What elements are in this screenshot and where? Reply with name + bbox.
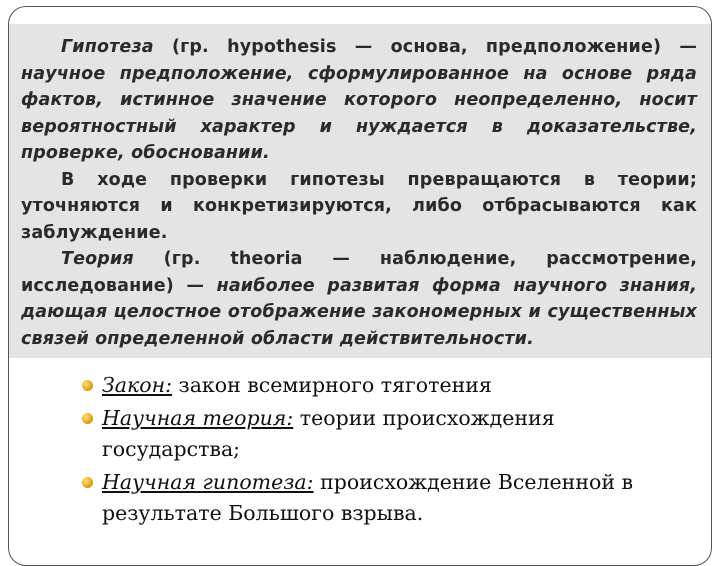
theory-term: Теория bbox=[61, 249, 134, 269]
theory-gloss: (гр. theoria — наблюдение, рассмотрение, исследование) — bbox=[21, 249, 697, 296]
hypothesis-description: научное предположение, сформулированное на основе ряда фактов, истинное значение которого неопределенно, носит вероятностный характер и нуждается в доказательстве, проверке, обосновании. bbox=[21, 63, 697, 163]
bullet-icon bbox=[82, 477, 93, 488]
bullet-icon bbox=[82, 413, 93, 424]
list-item-label: Научная теория: bbox=[102, 406, 294, 430]
list-item-text: происхождение Вселенной в результате Большого взрыва. bbox=[102, 470, 634, 525]
list-item-label: Закон: bbox=[102, 373, 172, 397]
hypothesis-gloss: (гр. hypothesis — основа, предположение) — bbox=[153, 37, 697, 57]
examples-list bbox=[82, 370, 692, 531]
theory-definition bbox=[21, 246, 697, 352]
hypothesis-term: Гипотеза bbox=[61, 37, 154, 57]
list-item bbox=[82, 467, 692, 529]
list-item-text: теории происхождения государства; bbox=[102, 406, 555, 461]
list-item bbox=[82, 370, 692, 401]
hypothesis-definition bbox=[21, 34, 697, 167]
list-item-text: закон всемирного тяготения bbox=[172, 373, 492, 397]
hypothesis-verification-text: В ходе проверки гипотезы превращаются в теории; уточняются и конкретизируются, либо отбрасываются как заблуждение. bbox=[21, 169, 697, 243]
bullet-icon bbox=[82, 380, 93, 391]
list-item bbox=[82, 403, 692, 465]
list-item-label: Научная гипотеза: bbox=[102, 470, 314, 494]
scanned-text-excerpt bbox=[9, 24, 711, 358]
theory-description: наиболее развитая форма научного знания, дающая целостное отображение закономерных и существенных связей определенной области действительности. bbox=[21, 275, 697, 349]
